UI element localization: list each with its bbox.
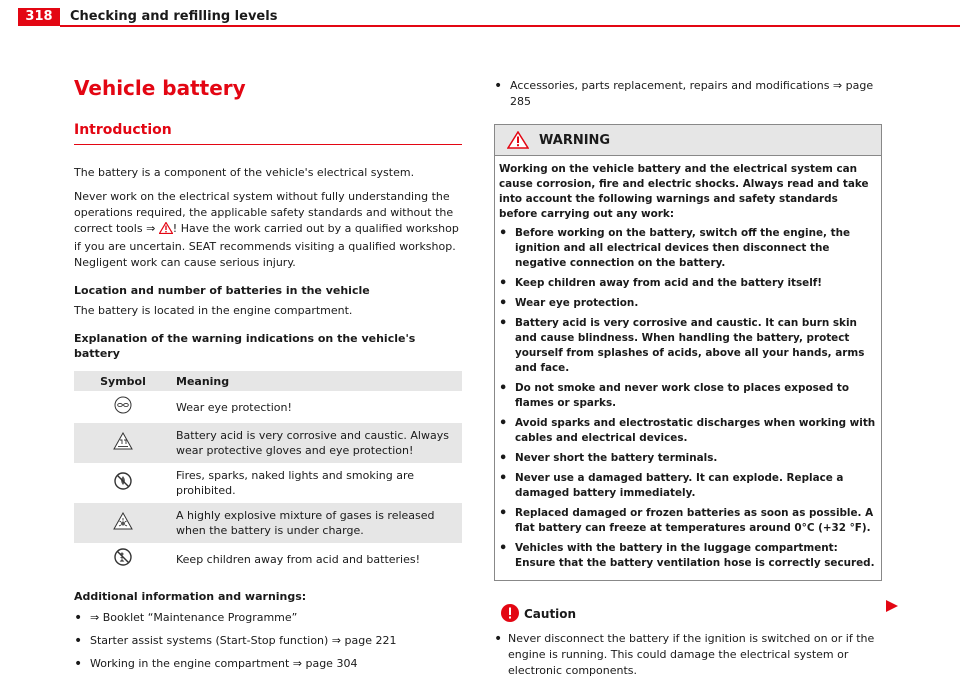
page-header xyxy=(0,0,960,26)
list-item: • Do not smoke and never work close to places exposed to flames or sparks. xyxy=(499,381,877,411)
work-paragraph-part1: Never work on the electrical system without fully understanding the operations required, the applicable safety standards and without the correct tools ⇒ xyxy=(74,190,454,235)
warning-header xyxy=(495,125,881,156)
eye-protection-icon xyxy=(114,396,132,418)
section-heading: Vehicle battery xyxy=(74,76,246,100)
explanation-label: Explanation of the warning indications on the vehicle's battery xyxy=(74,332,416,360)
meaning-cell: Battery acid is very corrosive and caustic. Always wear protective gloves and eye protection! xyxy=(172,423,462,463)
caution-title: Caution xyxy=(524,607,577,621)
warning-list xyxy=(499,226,877,571)
left-column xyxy=(74,76,462,679)
symbol-table xyxy=(74,371,462,575)
explosive-gas-icon xyxy=(113,512,133,534)
running-title: Checking and refilling levels xyxy=(70,9,278,24)
list-item: • Before working on the battery, switch off the engine, the ignition and all electrical devices then disconnect the negative connection on the battery. xyxy=(499,226,877,271)
table-row xyxy=(74,543,462,575)
list-item: • Working in the engine compartment ⇒ page 304 xyxy=(74,656,462,672)
list-item: • Never use a damaged battery. It can explode. Replace a damaged battery immediately. xyxy=(499,471,877,501)
location-text: The battery is located in the engine compartment. xyxy=(74,304,353,317)
additional-info-list xyxy=(74,610,462,672)
keep-children-away-icon xyxy=(114,548,132,570)
symbol-column-header: Symbol xyxy=(74,371,172,391)
list-item: • Starter assist systems (Start-Stop function) ⇒ page 221 xyxy=(74,633,462,649)
caution-header xyxy=(494,603,882,627)
subheading-wrap xyxy=(74,122,462,145)
table-row xyxy=(74,423,462,463)
list-item: • Avoid sparks and electrostatic discharges when working with cables and electrical devices. xyxy=(499,416,877,446)
location-label: Location and number of batteries in the vehicle xyxy=(74,284,370,297)
table-header-row xyxy=(74,371,462,391)
meaning-column-header: Meaning xyxy=(172,371,462,391)
list-item: • Accessories, parts replacement, repairs and modifications ⇒ page 285 xyxy=(494,78,882,110)
meaning-cell: Fires, sparks, naked lights and smoking are prohibited. xyxy=(176,469,415,497)
list-item: • Never short the battery terminals. xyxy=(499,451,877,466)
list-item: • Wear eye protection. xyxy=(499,296,877,311)
warning-triangle-icon xyxy=(507,131,529,153)
no-fire-icon xyxy=(114,472,132,494)
page-number: 318 xyxy=(18,8,60,26)
work-paragraph-part2: ! Have the work carried out by a qualified workshop if you are uncertain. SEAT recommends visiting a qualified workshop. Negligent work can cause serious injury. xyxy=(74,222,459,269)
list-item: • ⇒ Booklet “Maintenance Programme” xyxy=(74,610,462,626)
right-column xyxy=(494,76,882,679)
warning-triangle-icon xyxy=(159,222,173,239)
table-row xyxy=(74,463,462,503)
header-rule xyxy=(60,25,960,27)
list-item: • Replaced damaged or frozen batteries as soon as possible. A flat battery can freeze at temperatures around 0°C (+32 °F). xyxy=(499,506,877,536)
caution-icon xyxy=(500,603,520,627)
meaning-cell: A highly explosive mixture of gases is released when the battery is under charge. xyxy=(172,503,462,543)
intro-paragraph: The battery is a component of the vehicle's electrical system. xyxy=(74,166,415,179)
additional-info-label: Additional information and warnings: xyxy=(74,590,307,603)
table-row xyxy=(74,503,462,543)
warning-intro: Working on the vehicle battery and the electrical system can cause corrosion, fire and electric shocks. Always read and take into account the following warnings and safety standards before carrying out any work: xyxy=(499,163,869,220)
list-item: • Keep children away from acid and the battery itself! xyxy=(499,276,877,291)
caution-text: • Never disconnect the battery if the ignition is switched on or if the engine is running. This could damage the electrical system or electronic components. xyxy=(494,631,882,679)
meaning-cell: Keep children away from acid and batteries! xyxy=(176,552,421,566)
warning-box xyxy=(494,124,882,581)
warning-body xyxy=(495,156,881,580)
list-item: • Battery acid is very corrosive and caustic. It can burn skin and cause blindness. When handling the battery, protect yourself from splashes of acids, above all your hands, arms and face. xyxy=(499,316,877,376)
list-item: • Vehicles with the battery in the luggage compartment: Ensure that the battery ventilation hose is correctly secured. xyxy=(499,541,877,571)
next-page-arrow-icon[interactable] xyxy=(884,598,900,617)
warning-title: WARNING xyxy=(539,133,611,148)
table-row xyxy=(74,391,462,423)
corrosive-acid-icon xyxy=(113,432,133,454)
subsection-heading: Introduction xyxy=(74,122,172,138)
work-paragraph xyxy=(74,189,462,271)
continued-list xyxy=(494,78,882,110)
meaning-cell: Wear eye protection! xyxy=(176,400,292,414)
